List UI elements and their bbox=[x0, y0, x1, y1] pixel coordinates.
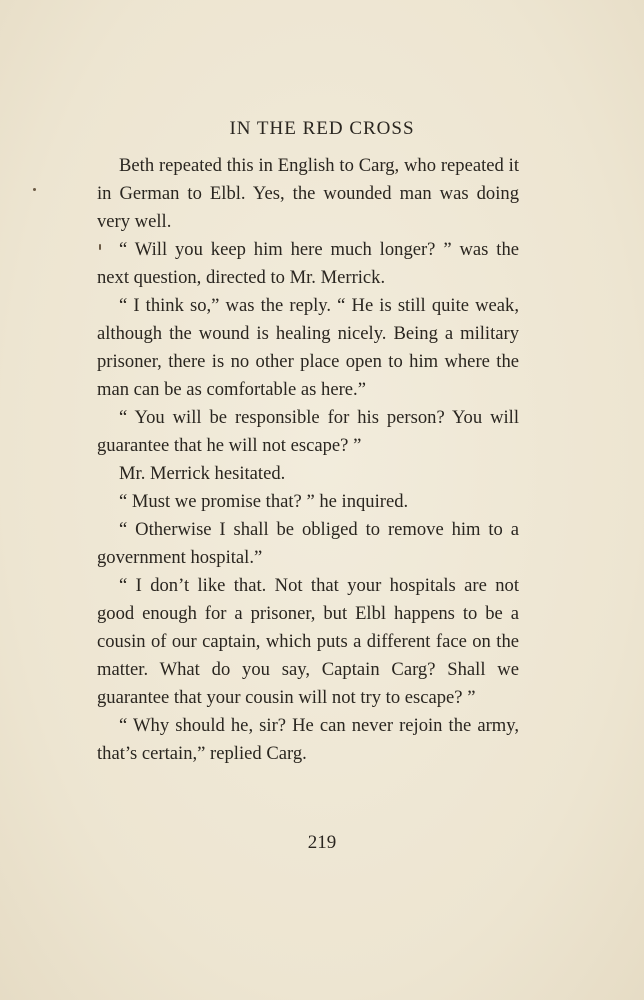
paragraph-1: Beth repeated this in English to Carg, who repeated it in German to Elbl. Yes, the wounded man was doing very well. bbox=[97, 155, 519, 232]
paragraph-7: “ Otherwise I shall be obliged to remove him to a government hospital.” bbox=[97, 519, 519, 568]
paragraph-4: “ You will be responsible for his person? You will guarantee that he will not escape? ” bbox=[97, 407, 519, 456]
paragraph-6: “ Must we promise that? ” he inquired. bbox=[119, 491, 409, 512]
paragraph-3: “ I think so,” was the reply. “ He is still quite weak, although the wound is healing nicely. Being a military prisoner, there is no other place open to him where the man can be as comfortable as here.” bbox=[97, 295, 519, 400]
paper-speck bbox=[99, 244, 101, 250]
paper-speck bbox=[33, 188, 36, 191]
page-number: 219 bbox=[307, 832, 337, 853]
body-text bbox=[97, 152, 519, 768]
paragraph-9: “ Why should he, sir? He can never rejoin the army, that’s certain,” replied Carg. bbox=[97, 715, 519, 764]
paragraph-8: “ I don’t like that. Not that your hospitals are not good enough for a prisoner, but Elbl happens to be a cousin of our captain, which puts a different face on the matter. What do you say, Captain Carg? Shall we guarantee that your cousin will not try to escape? ” bbox=[97, 575, 519, 708]
paragraph-2: “ Will you keep him here much longer? ” was the next question, directed to Mr. Merrick. bbox=[97, 239, 519, 288]
running-head: IN THE RED CROSS bbox=[229, 118, 415, 139]
paragraph-5: Mr. Merrick hesitated. bbox=[119, 463, 286, 484]
